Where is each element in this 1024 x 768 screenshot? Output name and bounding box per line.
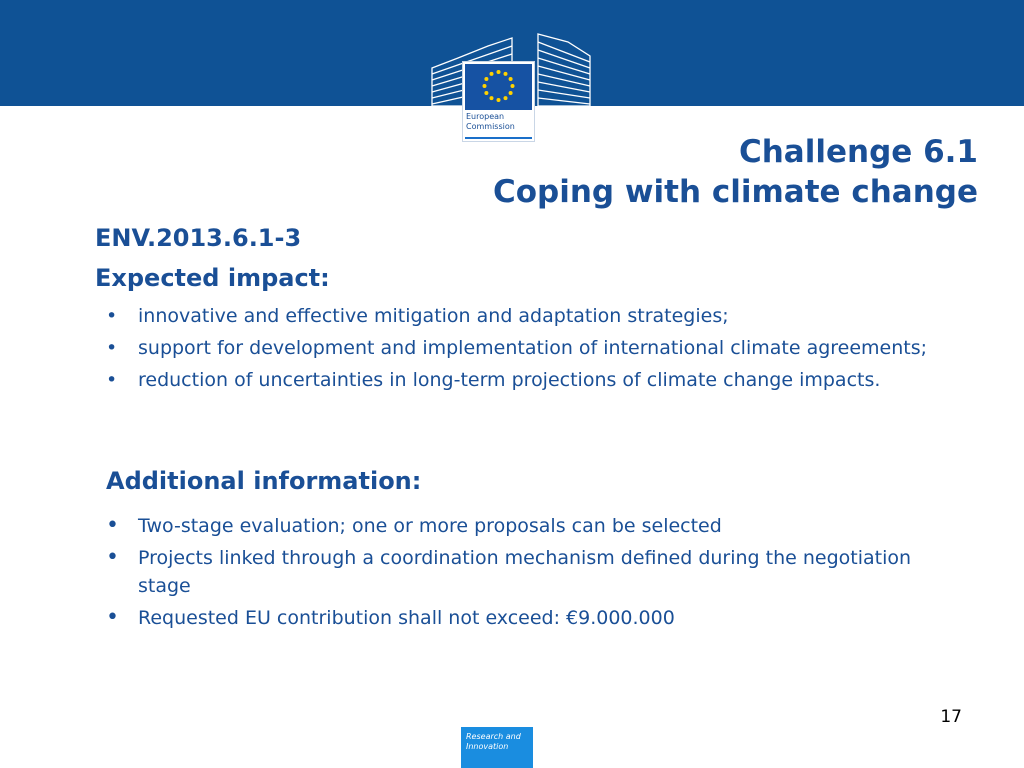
eu-stars-icon bbox=[465, 64, 532, 110]
list-item bbox=[106, 512, 946, 540]
list-item-text: Two-stage evaluation; one or more proposals can be selected bbox=[138, 515, 722, 537]
badge-text-line-2: Innovation bbox=[466, 742, 509, 751]
list-item bbox=[106, 604, 946, 632]
logo-text-line-1: European bbox=[466, 112, 505, 121]
bullet-icon: • bbox=[106, 605, 119, 630]
additional-information-list bbox=[106, 512, 946, 636]
list-item-text: reduction of uncertainties in long-term projections of climate change impacts. bbox=[138, 369, 881, 391]
title-line-1: Challenge 6.1 bbox=[738, 134, 978, 170]
bullet-icon: • bbox=[106, 305, 118, 327]
topic-code: ENV.2013.6.1-3 bbox=[95, 224, 302, 252]
expected-impact-list bbox=[106, 302, 946, 398]
bullet-icon: • bbox=[106, 369, 118, 391]
badge-text-line-1: Research and bbox=[466, 732, 521, 741]
research-innovation-badge bbox=[461, 727, 533, 768]
additional-information-heading: Additional information: bbox=[106, 467, 422, 495]
list-item-text: Projects linked through a coordination mechanism defined during the negotiation stage bbox=[138, 547, 912, 597]
logo-text-line-2: Commission bbox=[466, 122, 515, 131]
badge-text bbox=[466, 732, 530, 752]
list-item-text: innovative and effective mitigation and adaptation strategies; bbox=[138, 305, 729, 327]
title-line-2: Coping with climate change bbox=[493, 174, 978, 210]
list-item bbox=[106, 544, 946, 600]
list-item-text: Requested EU contribution shall not exceed: €9.000.000 bbox=[138, 607, 675, 629]
bullet-icon: • bbox=[106, 513, 119, 538]
bullet-icon: • bbox=[106, 545, 119, 570]
logo-text bbox=[466, 112, 534, 132]
list-item bbox=[106, 302, 946, 330]
expected-impact-heading: Expected impact: bbox=[95, 264, 330, 292]
bullet-icon: • bbox=[106, 337, 118, 359]
slide-title bbox=[493, 132, 978, 212]
list-item bbox=[106, 366, 946, 394]
eu-flag-icon bbox=[465, 64, 532, 110]
european-commission-logo bbox=[462, 61, 535, 142]
page-number: 17 bbox=[940, 707, 962, 727]
list-item-text: support for development and implementation of international climate agreements; bbox=[138, 337, 928, 359]
list-item bbox=[106, 334, 946, 362]
